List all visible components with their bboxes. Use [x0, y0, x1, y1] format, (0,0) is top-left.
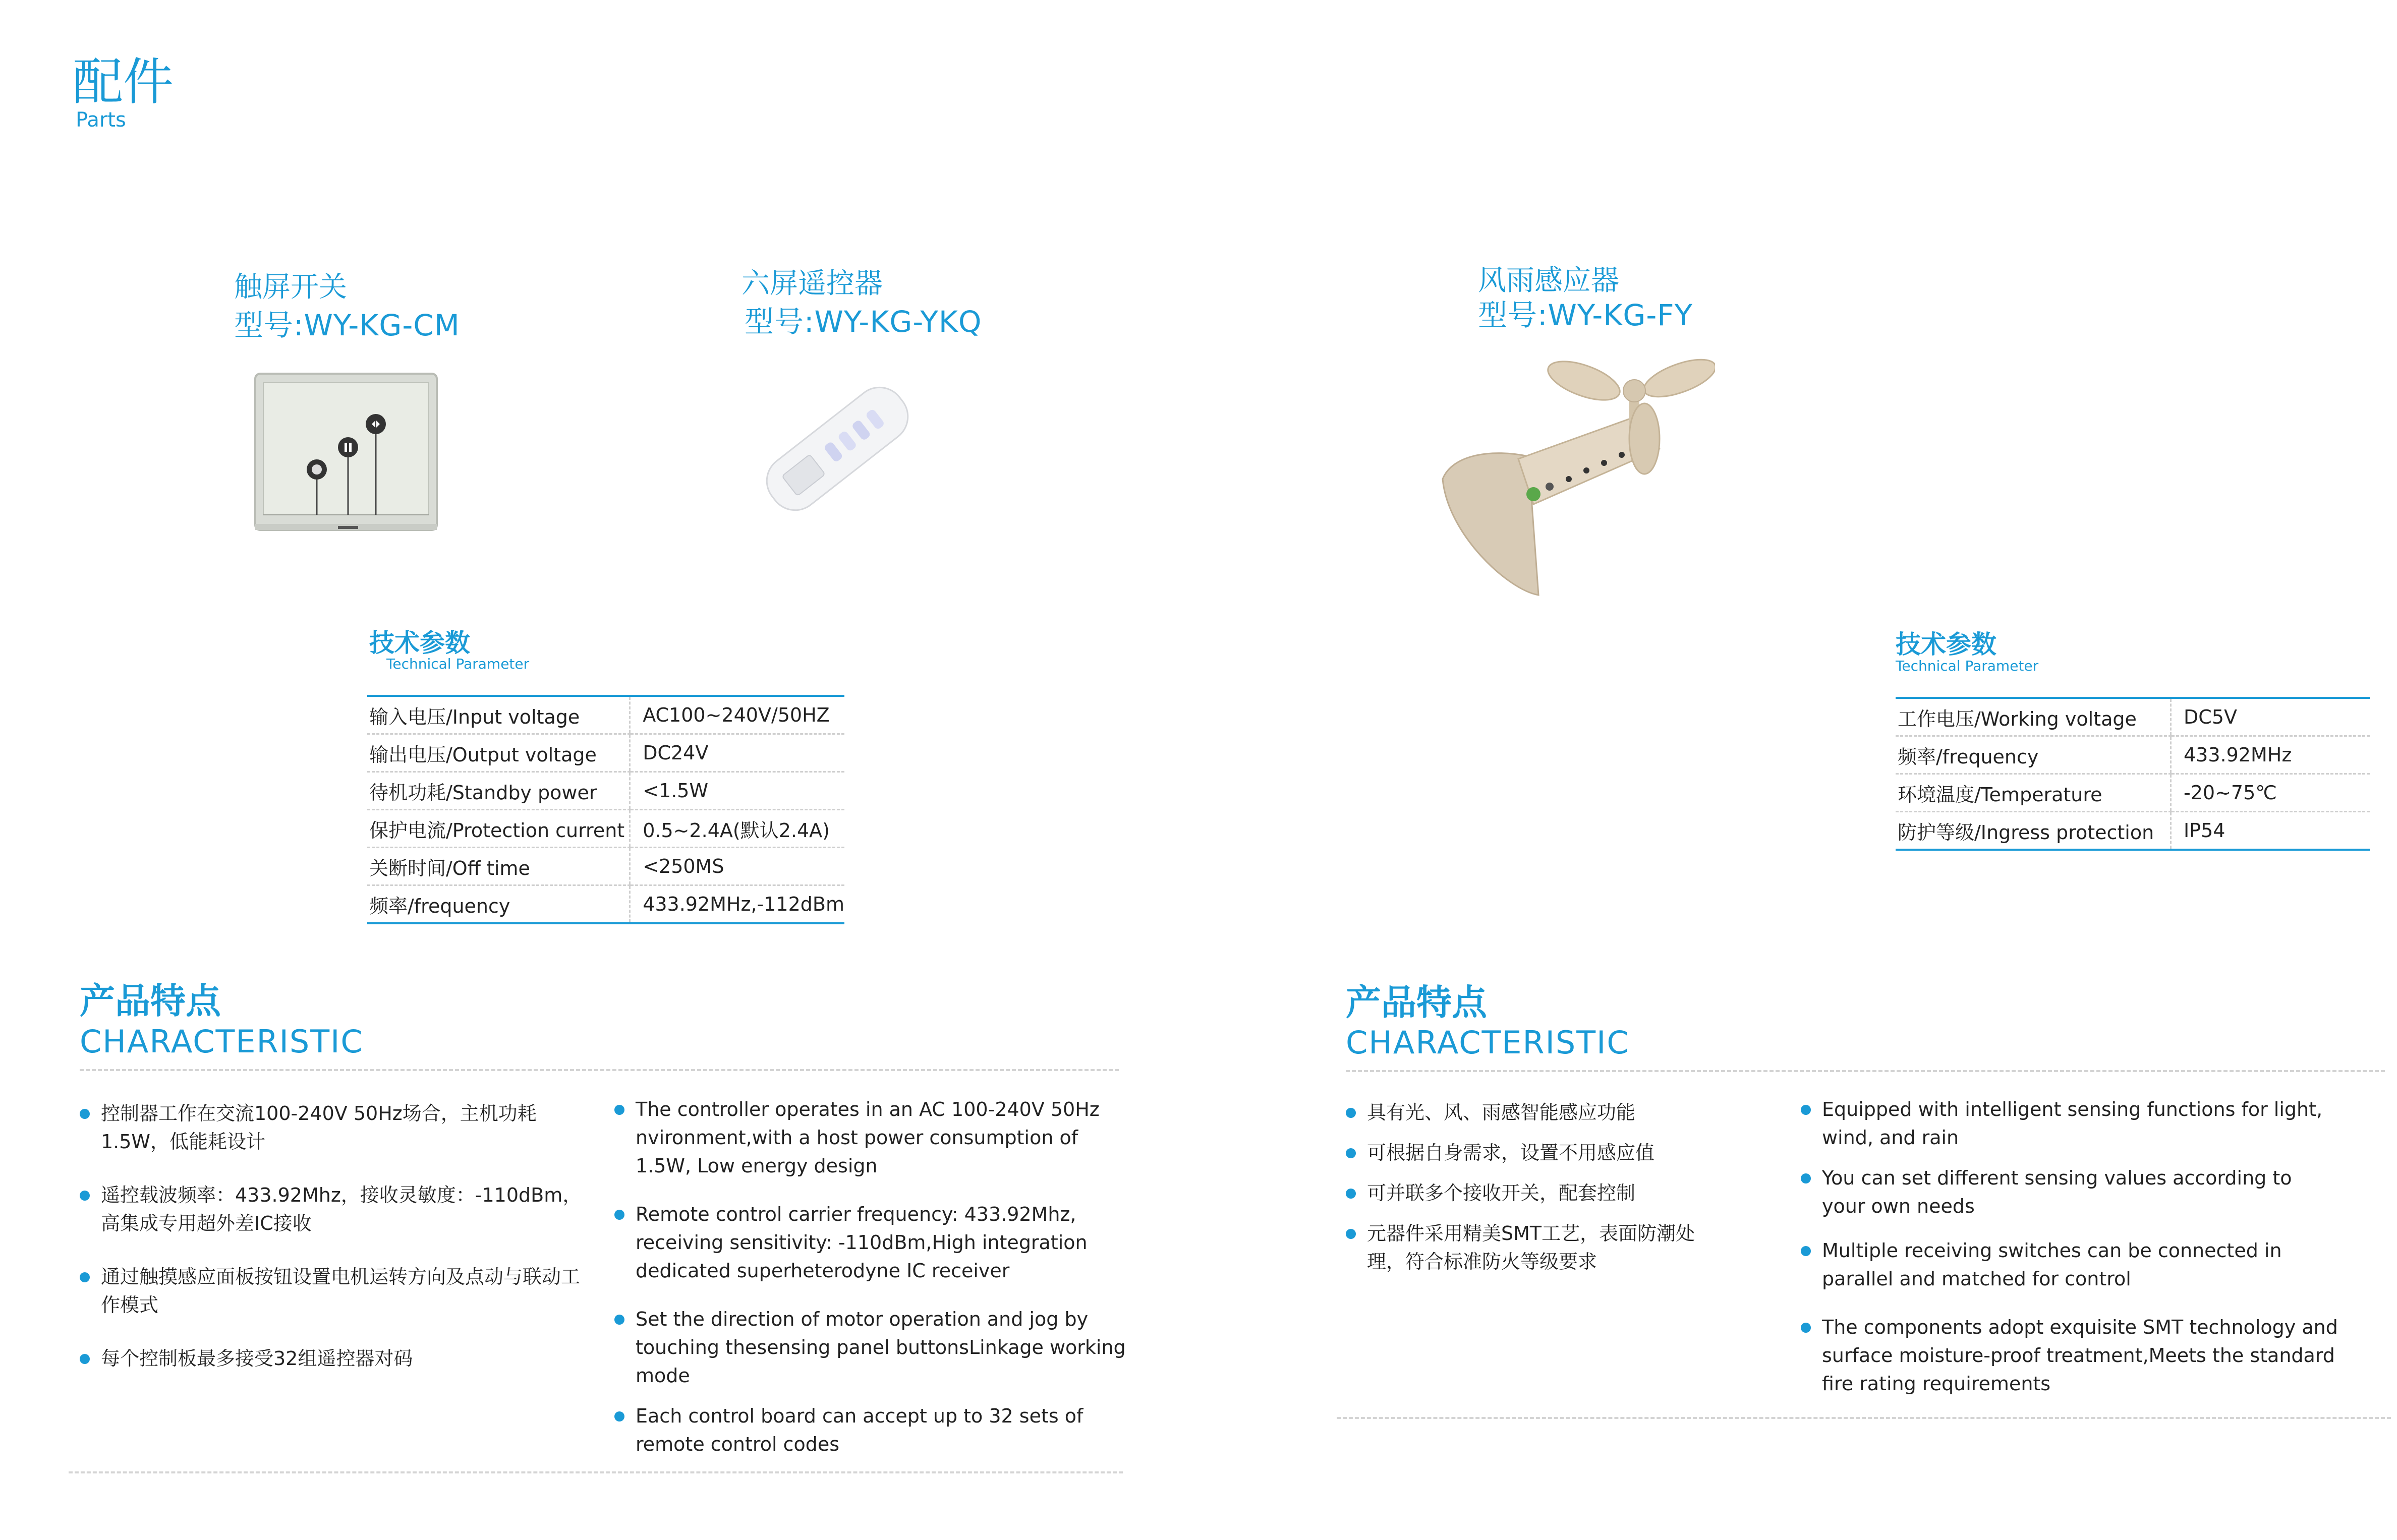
table-row — [1896, 698, 2370, 736]
product-name-remote: 六屏遥控器 — [741, 267, 883, 300]
product-name-wind-rain-sensor: 风雨感应器 — [1478, 264, 1619, 297]
characteristic-subtitle-right: CHARACTERISTIC — [1346, 1024, 1630, 1061]
tech-param-title-left: 技术参数 — [369, 628, 470, 658]
list-item: You can set different sensing values according to your own needs — [1801, 1164, 2341, 1220]
list-item: Remote control carrier frequency: 433.92Mhz, receiving sensitivity: -110dBm,High integration dedicated superheterodyne IC receiver — [614, 1200, 1129, 1285]
param-value: -20~75℃ — [2171, 774, 2370, 812]
product-model-remote: 型号:WY-KG-YKQ — [745, 305, 982, 339]
tech-param-subtitle-right: Technical Parameter — [1896, 658, 2039, 674]
product-model-wind-rain-sensor: 型号:WY-KG-FY — [1478, 298, 1693, 332]
param-label: 关断时间/Off time — [367, 848, 630, 885]
table-row — [367, 885, 844, 924]
list-item: The components adopt exquisite SMT technology and surface moisture-proof treatment,Meets the standard fire rating requirements — [1801, 1313, 2341, 1398]
param-value: DC5V — [2171, 698, 2370, 736]
param-value: 0.5~2.4A(默认2.4A) — [630, 810, 844, 848]
param-label: 防护等级/Ingress protection — [1896, 812, 2171, 850]
table-row — [367, 734, 844, 772]
table-row — [367, 848, 844, 885]
product-model-touch-switch: 型号:WY-KG-CM — [234, 308, 460, 342]
param-value: IP54 — [2171, 812, 2370, 850]
list-item: The controller operates in an AC 100-240V 50Hz nvironment,with a host power consumption of 1.5W, Low energy design — [614, 1095, 1129, 1180]
tech-param-table-left — [367, 695, 844, 924]
param-label: 输入电压/Input voltage — [367, 696, 630, 734]
table-row — [367, 696, 844, 734]
param-value: AC100~240V/50HZ — [630, 696, 844, 734]
feature-list-cn-right — [1346, 1098, 1729, 1276]
wind-rain-sensor-image — [1433, 353, 1715, 605]
list-item: 元器件采用精美SMT工艺，表面防潮处理，符合标准防火等级要求 — [1346, 1219, 1729, 1276]
param-value: 433.92MHz — [2171, 736, 2370, 774]
list-item: Equipped with intelligent sensing functions for light, wind, and rain — [1801, 1095, 2341, 1152]
tech-param-subtitle-left: Technical Parameter — [386, 656, 530, 672]
divider-bottom-left — [69, 1471, 1123, 1473]
list-item: 可并联多个接收开关，配套控制 — [1346, 1179, 1729, 1207]
touch-switch-image — [252, 371, 444, 537]
param-value: 433.92MHz,-112dBm — [630, 885, 844, 924]
param-value: DC24V — [630, 734, 844, 772]
tech-param-table-right — [1896, 697, 2370, 851]
list-item: 具有光、风、雨感智能感应功能 — [1346, 1098, 1729, 1127]
param-label: 工作电压/Working voltage — [1896, 698, 2171, 736]
characteristic-subtitle-left: CHARACTERISTIC — [80, 1023, 364, 1060]
characteristic-title-left: 产品特点 — [80, 980, 221, 1022]
param-label: 频率/frequency — [367, 885, 630, 924]
table-row — [1896, 812, 2370, 850]
feature-list-cn-left — [80, 1099, 584, 1373]
param-label: 保护电流/Protection current — [367, 810, 630, 848]
remote-control-image — [741, 363, 933, 535]
list-item: 遥控载波频率：433.92Mhz，接收灵敏度：-110dBm，高集成专用超外差IC接收 — [80, 1181, 584, 1237]
param-label: 输出电压/Output voltage — [367, 734, 630, 772]
list-item: Set the direction of motor operation and jog by touching thesensing panel buttonsLinkage working mode — [614, 1305, 1129, 1390]
list-item: Each control board can accept up to 32 sets of remote control codes — [614, 1402, 1129, 1458]
table-row — [1896, 774, 2370, 812]
table-row — [367, 810, 844, 848]
list-item: Multiple receiving switches can be connected in parallel and matched for control — [1801, 1236, 2341, 1293]
feature-list-en-right — [1801, 1095, 2341, 1398]
divider-bottom-right — [1337, 1417, 2391, 1419]
page-subtitle: Parts — [76, 108, 126, 132]
table-row — [367, 772, 844, 810]
param-value: <250MS — [630, 848, 844, 885]
param-label: 环境温度/Temperature — [1896, 774, 2171, 812]
feature-list-en-left — [614, 1095, 1129, 1458]
characteristic-title-right: 产品特点 — [1346, 982, 1487, 1023]
param-value: <1.5W — [630, 772, 844, 810]
page-title: 配件 — [73, 52, 174, 111]
product-name-touch-switch: 触屏开关 — [234, 271, 347, 304]
param-label: 频率/frequency — [1896, 736, 2171, 774]
list-item: 每个控制板最多接受32组遥控器对码 — [80, 1344, 584, 1373]
table-row — [1896, 736, 2370, 774]
divider-top-left — [80, 1069, 1119, 1071]
param-label: 待机功耗/Standby power — [367, 772, 630, 810]
list-item: 控制器工作在交流100-240V 50Hz场合，主机功耗1.5W，低能耗设计 — [80, 1099, 584, 1156]
list-item: 可根据自身需求，设置不用感应值 — [1346, 1139, 1729, 1167]
tech-param-title-right: 技术参数 — [1896, 630, 1996, 659]
divider-top-right — [1346, 1070, 2385, 1072]
list-item: 通过触摸感应面板按钮设置电机运转方向及点动与联动工作模式 — [80, 1263, 584, 1319]
